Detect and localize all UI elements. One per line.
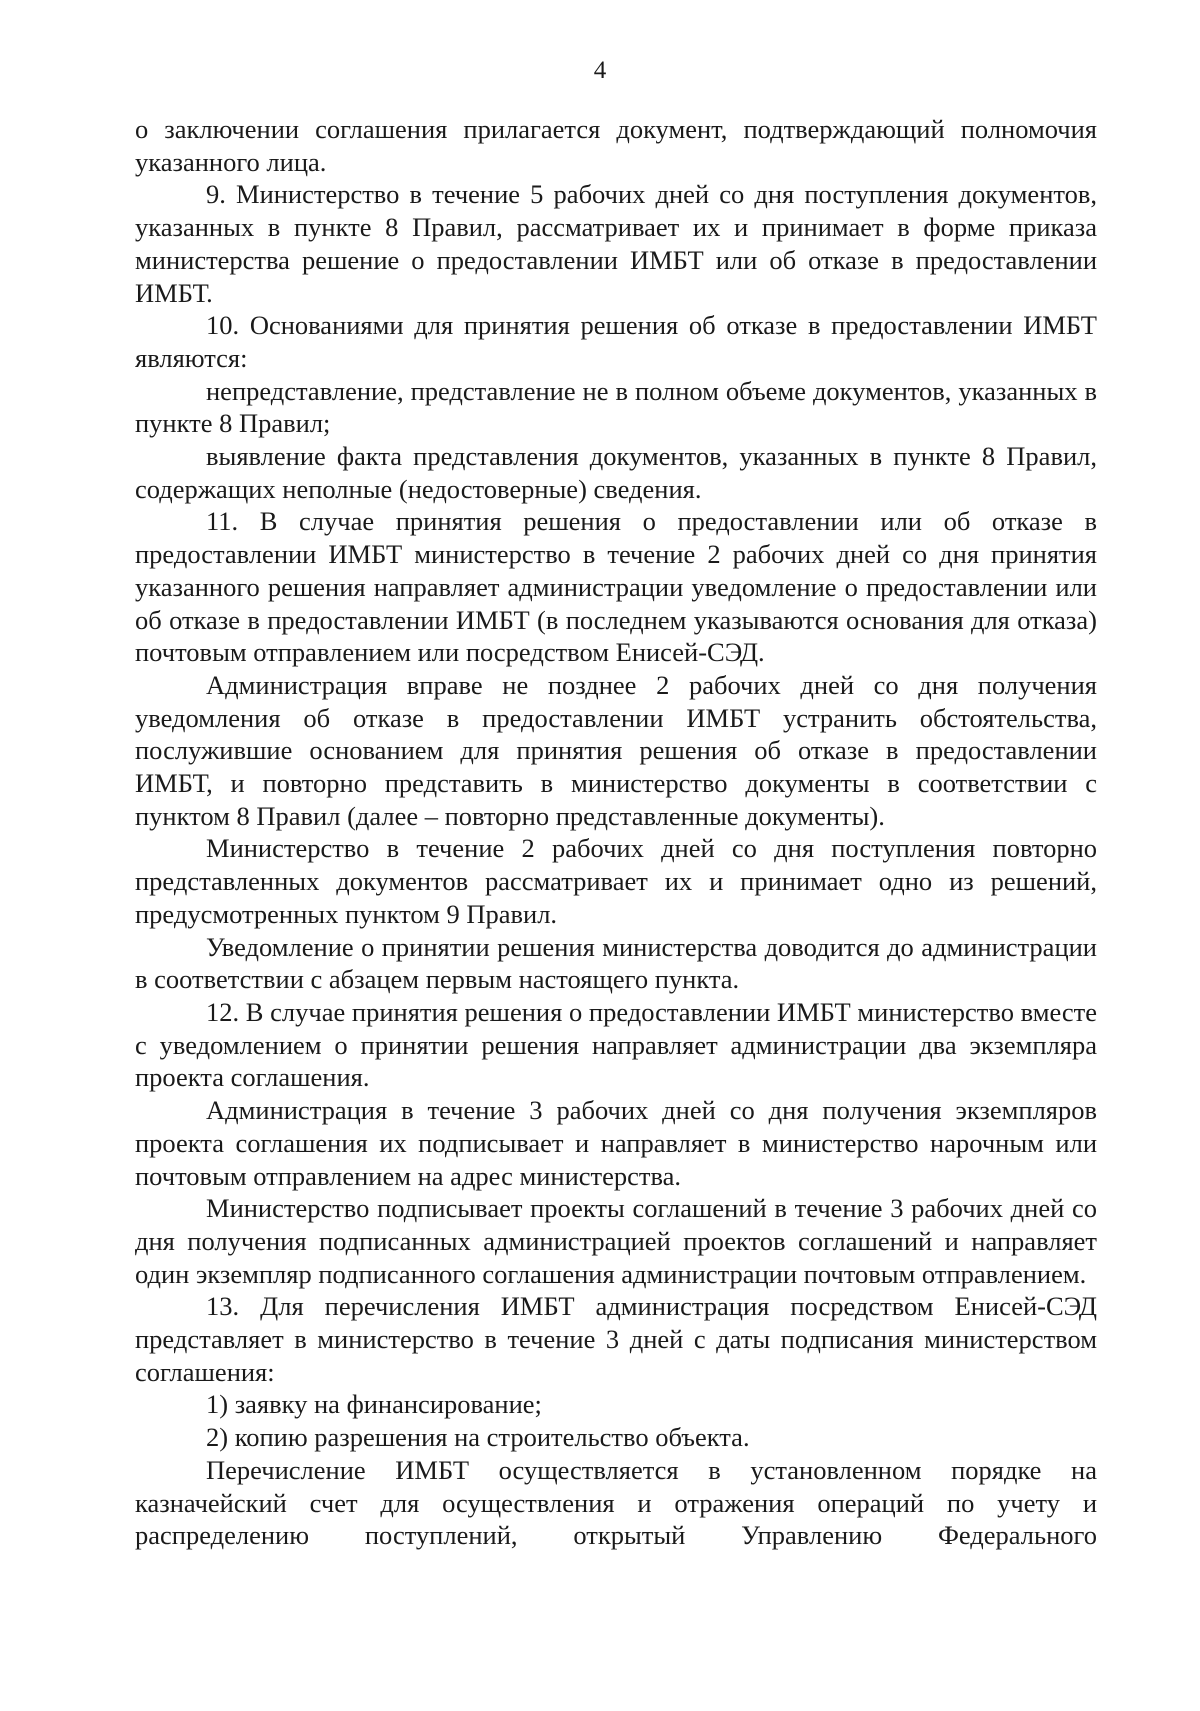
list-item-1: 1) заявку на финансирование; (206, 1389, 542, 1420)
paragraph-item-9: 9. Министерство в течение 5 рабочих дней со дня поступления документов, указанных в пункте 8 Правил, рассматривает их и принимает в форме приказа министерства решение о предоставлении ИМБТ или об отказе в предоставлении ИМБТ. (135, 179, 1097, 308)
paragraph-ground-1: непредставление, представление не в полном объеме документов, указанных в пункте 8 Правил; (135, 375, 1097, 439)
paragraph-notification: Уведомление о принятии решения министерства доводится до администрации в соответствии с абзацем первым настоящего пункта. (135, 931, 1097, 995)
paragraph-continuation: о заключении соглашения прилагается документ, подтверждающий полномочия указанного лица. (135, 114, 1097, 177)
paragraph-transfer: Перечисление ИМБТ осуществляется в установленном порядке на казначейский счет для осуществления и отражения операций по учету и распределению поступлений, открытый Управлению Федерального (135, 1454, 1097, 1551)
paragraph-ministry-review: Министерство в течение 2 рабочих дней со дня поступления повторно представленных документов рассматривает их и принимает одно из решений, предусмотренных пунктом 9 Правил. (135, 833, 1097, 929)
paragraph-ground-2: выявление факта представления документов, указанных в пункте 8 Правил, содержащих неполные (недостоверные) сведения. (135, 441, 1097, 504)
paragraph-administration-rights: Администрация вправе не позднее 2 рабочих дней со дня получения уведомления об отказе в предоставлении ИМБТ устранить обстоятельства, послужившие основанием для принятия решения об отказе в предоставлении ИМБТ, и повторно представить в министерство документы в соответствии с пунктом 8 Правил (далее – повторно представленные документы). (135, 669, 1097, 831)
paragraph-ministry-signing: Министерство подписывает проекты соглашений в течение 3 рабочих дней со дня получения подписанных администрацией проектов соглашений и направляет один экземпляр подписанного соглашения администрации почтовым отправлением. (135, 1193, 1097, 1289)
paragraph-item-11: 11. В случае принятия решения о предоставлении или об отказе в предоставлении ИМБТ министерство в течение 2 рабочих дней со дня принятия указанного решения направляет администрации уведомление о предоставлении или об отказе в предоставлении ИМБТ (в последнем указываются основания для отказа) почтовым отправлением или посредством Енисей-СЭД. (135, 506, 1097, 668)
list-item-2: 2) копию разрешения на строительство объекта. (206, 1422, 750, 1453)
page-number: 4 (593, 57, 607, 84)
paragraph-item-12: 12. В случае принятия решения о предоставлении ИМБТ министерство вместе с уведомлением о принятии решения направляет администрации два экземпляра проекта соглашения. (135, 996, 1097, 1093)
paragraph-item-13: 13. Для перечисления ИМБТ администрация посредством Енисей-СЭД представляет в министерство в течение 3 дней с даты подписания министерством соглашения: (135, 1291, 1097, 1387)
paragraph-item-10: 10. Основаниями для принятия решения об отказе в предоставлении ИМБТ являются: (135, 310, 1097, 373)
document-body (135, 113, 1097, 1552)
paragraph-administration-signing: Администрация в течение 3 рабочих дней со дня получения экземпляров проекта соглашения их подписывает и направляет в министерство нарочным или почтовым отправлением на адрес министерства. (135, 1095, 1097, 1191)
